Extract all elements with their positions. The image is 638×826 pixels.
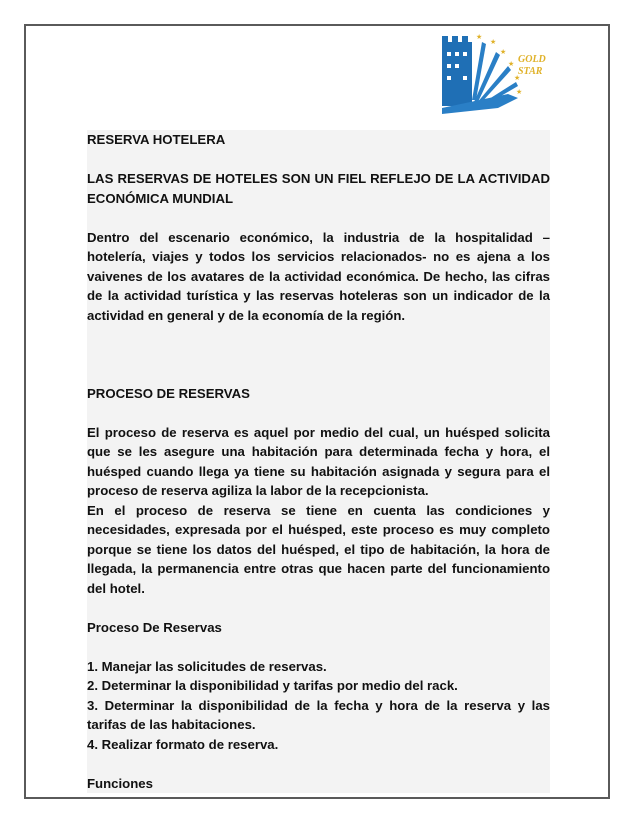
svg-text:★: ★ xyxy=(500,48,507,56)
logo-text-gold: GOLD xyxy=(518,54,546,65)
svg-text:★: ★ xyxy=(516,88,523,96)
document-title: RESERVA HOTELERA xyxy=(87,132,226,147)
process-paragraph-2: En el proceso de reserva se tiene en cuenta las condiciones y necesidades, expresada por el huésped, este proceso es muy completo porque se tiene los datos del huésped, el tipo de habitación, la hora de llegada, la permanencia entre otras que hacen parte del funcionamiento del hotel. xyxy=(87,502,550,596)
document-headline: LAS RESERVAS DE HOTELES SON UN FIEL REFLEJO DE LA ACTIVIDAD ECONÓMICA MUNDIAL xyxy=(87,171,550,206)
svg-text:★: ★ xyxy=(476,33,483,41)
section-title: PROCESO DE RESERVAS xyxy=(87,385,250,401)
step-item: 3. Determinar la disponibilidad de la fecha y hora de la reserva y las tarifas de las habitaciones. xyxy=(87,697,550,732)
tower-icon xyxy=(442,36,472,106)
step-item: 2. Determinar la disponibilidad y tarifas por medio del rack. xyxy=(87,678,458,693)
svg-text:★: ★ xyxy=(508,60,515,68)
intro-paragraph: Dentro del escenario económico, la industria de la hospitalidad – hotelería, viajes y todos los servicios relacionados- no es ajena a los vaivenes de los avatares de la actividad económica. De hecho, las cifras de la actividad turística y las reservas hoteleras son un indicador de la actividad en general y de la economía de la región. xyxy=(87,229,550,323)
step-item: 4. Realizar formato de reserva. xyxy=(87,736,279,752)
functions-title: Funciones xyxy=(87,775,153,791)
logo-text-star: STAR xyxy=(518,66,543,77)
gold-star-logo xyxy=(438,30,550,116)
svg-text:★: ★ xyxy=(514,74,521,82)
svg-text:★: ★ xyxy=(490,38,497,46)
subsection-title: Proceso De Reservas xyxy=(87,619,222,635)
step-item: 1. Manejar las solicitudes de reservas. xyxy=(87,658,327,674)
document-body xyxy=(87,130,550,793)
process-paragraph-1: El proceso de reserva es aquel por medio del cual, un huésped solicita que se les asegure una habitación para determinada fecha y hora, el huésped cuando llega ya tiene su habitación asignada y segura para el proceso de reserva agiliza la labor de la recepcionista. xyxy=(87,424,550,498)
